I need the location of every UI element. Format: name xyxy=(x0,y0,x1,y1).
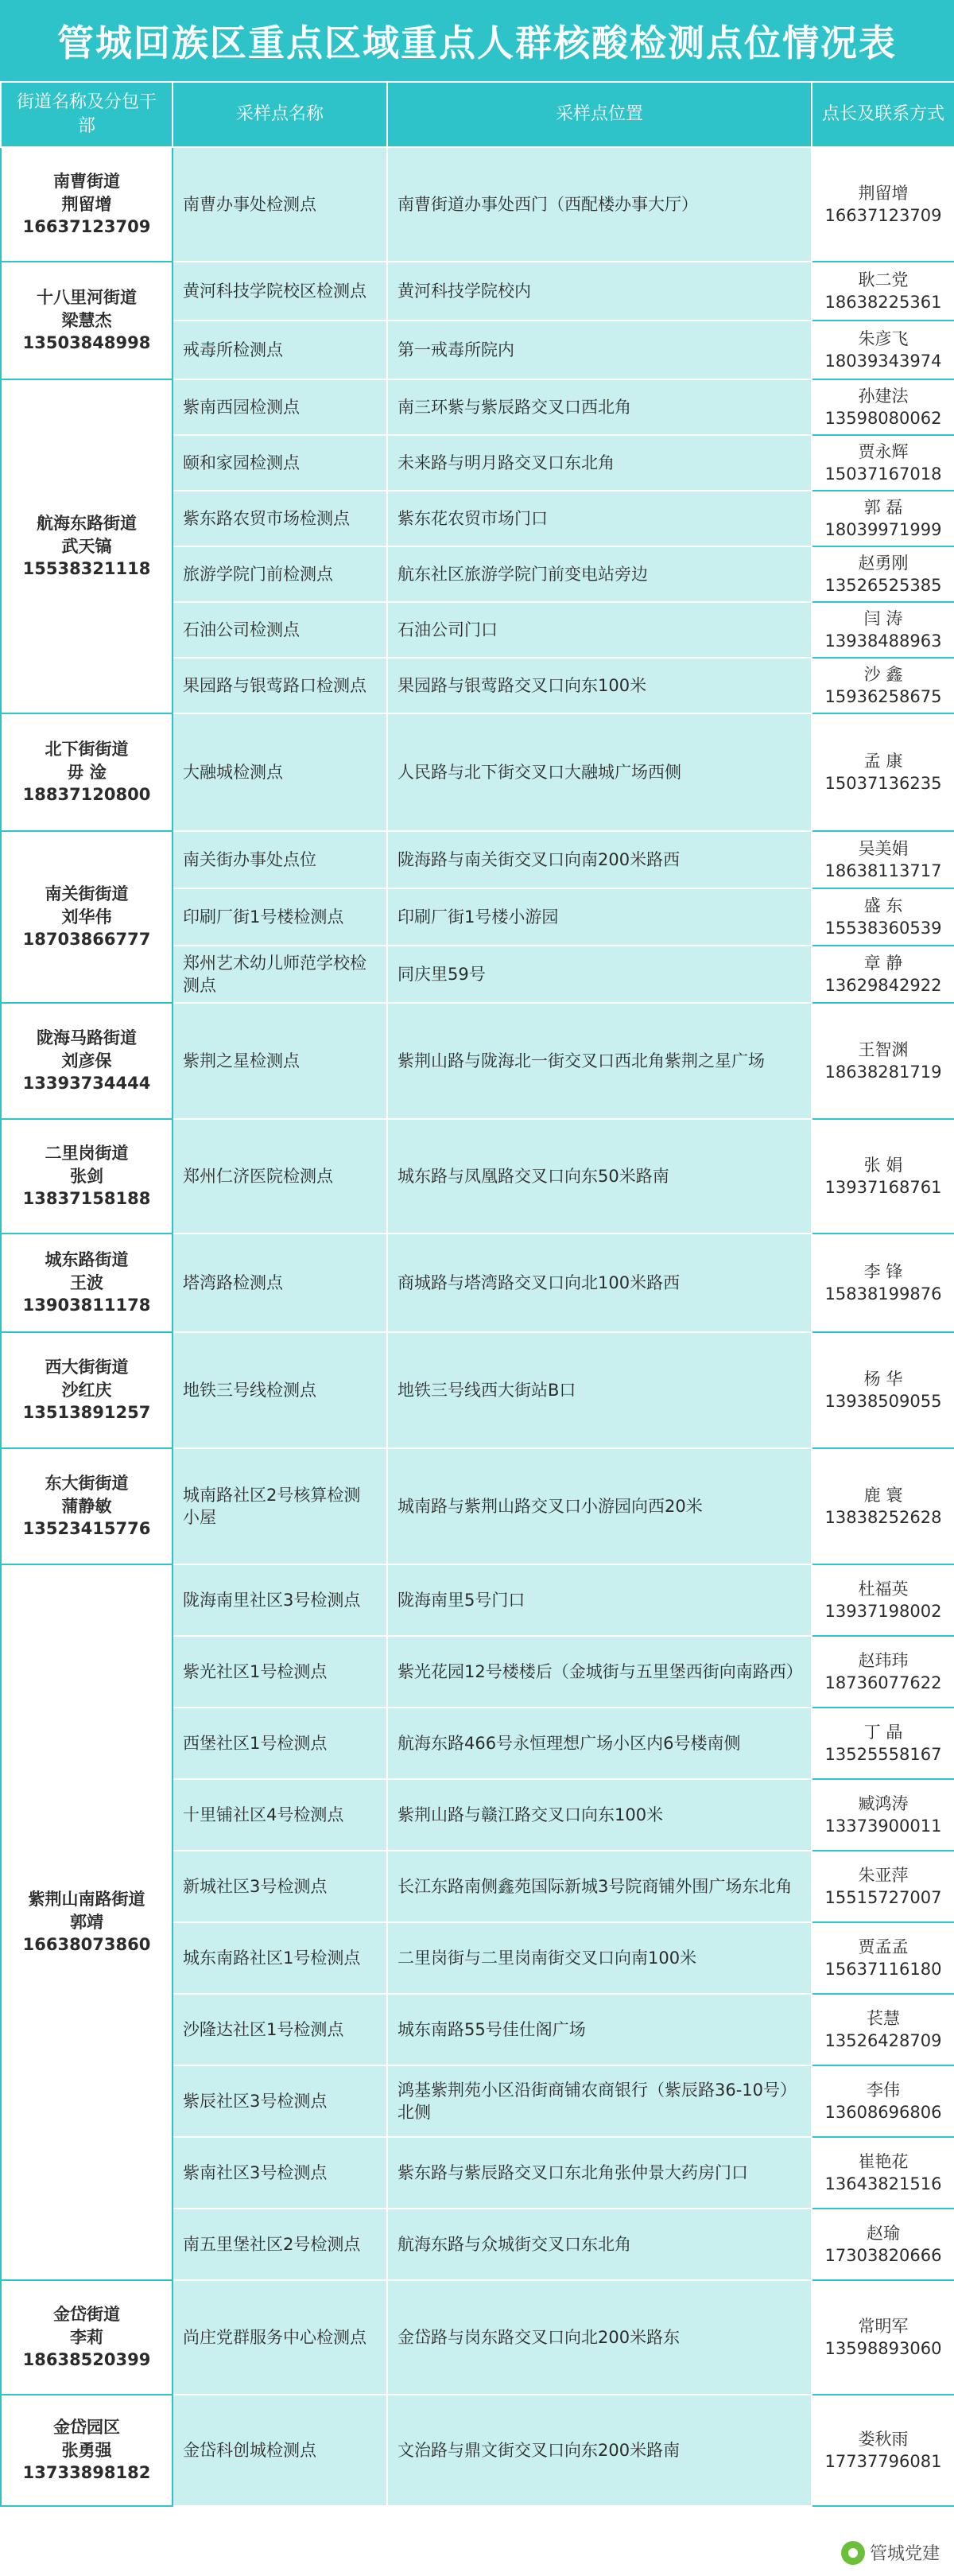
header-site-name: 采样点名称 xyxy=(173,82,387,147)
street-cadre: 刘彦保 xyxy=(61,1051,112,1070)
leader-name: 孙建法 xyxy=(858,386,909,406)
site-name: 紫南社区3号检测点 xyxy=(173,2137,387,2209)
site-location: 航海东路466号永恒理想广场小区内6号楼南侧 xyxy=(387,1708,812,1779)
leader-phone: 13938488963 xyxy=(824,631,942,651)
street-phone: 13733898182 xyxy=(22,2463,151,2483)
site-name: 郑州艺术幼儿师范学校检测点 xyxy=(173,946,387,1003)
street-phone: 15538321118 xyxy=(22,559,151,579)
leader-phone: 17303820666 xyxy=(824,2246,942,2265)
table-row xyxy=(1,2280,954,2395)
street-street: 陇海马路街道 xyxy=(37,1028,137,1048)
site-location: 第一戒毒所院内 xyxy=(387,321,812,379)
site-name: 塔湾路检测点 xyxy=(173,1234,387,1332)
street-cell xyxy=(1,1564,173,2280)
street-cadre: 郭靖 xyxy=(70,1912,103,1932)
site-location: 南曹街道办事处西门（西配楼办事大厅） xyxy=(387,147,812,262)
contact-cell xyxy=(812,1234,954,1332)
leader-phone: 18039343974 xyxy=(824,352,942,371)
leader-phone: 15538360539 xyxy=(824,919,942,938)
site-location: 商城路与塔湾路交叉口向北100米路西 xyxy=(387,1234,812,1332)
leader-name: 崔艳花 xyxy=(858,2151,909,2171)
site-name: 城南路社区2号核算检测小屋 xyxy=(173,1448,387,1564)
leader-phone: 13643821516 xyxy=(824,2174,942,2193)
site-location: 紫东花农贸市场门口 xyxy=(387,491,812,546)
wechat-icon xyxy=(841,2541,865,2565)
street-street: 金岱街道 xyxy=(53,2305,120,2325)
table-row xyxy=(1,379,954,435)
leader-phone: 13598893060 xyxy=(824,2339,942,2358)
table-row xyxy=(1,262,954,321)
street-cell xyxy=(1,1234,173,1332)
table-row xyxy=(1,1119,954,1234)
leader-phone: 13938509055 xyxy=(824,1392,942,1411)
leader-name: 杨 华 xyxy=(863,1369,903,1389)
site-location: 未来路与明月路交叉口东北角 xyxy=(387,435,812,491)
contact-cell xyxy=(812,946,954,1003)
leader-phone: 13937168761 xyxy=(824,1178,942,1197)
leader-phone: 13608696806 xyxy=(824,2103,942,2122)
leader-name: 张 娟 xyxy=(863,1155,903,1175)
site-name: 郑州仁济医院检测点 xyxy=(173,1119,387,1234)
leader-name: 鹿 寰 xyxy=(863,1485,903,1505)
leader-phone: 15936258675 xyxy=(824,687,942,706)
contact-cell xyxy=(812,658,954,713)
site-location: 城东南路55号佳仕阁广场 xyxy=(387,1994,812,2065)
site-name: 石油公司检测点 xyxy=(173,602,387,658)
site-name: 紫辰社区3号检测点 xyxy=(173,2065,387,2137)
leader-phone: 18638281719 xyxy=(824,1063,942,1082)
leader-phone: 13373900011 xyxy=(824,1816,942,1836)
street-cell xyxy=(1,831,173,1003)
site-name: 新城社区3号检测点 xyxy=(173,1851,387,1922)
street-phone: 13503848998 xyxy=(22,333,151,353)
contact-cell xyxy=(812,888,954,946)
table-header xyxy=(1,82,954,147)
site-location: 金岱路与岗东路交叉口向北200米路东 xyxy=(387,2280,812,2395)
street-cadre: 沙红庆 xyxy=(61,1380,112,1400)
street-cell xyxy=(1,2280,173,2395)
street-cadre: 李莉 xyxy=(70,2327,103,2347)
site-name: 紫荆之星检测点 xyxy=(173,1003,387,1119)
contact-cell xyxy=(812,491,954,546)
contact-cell xyxy=(812,831,954,888)
contact-cell xyxy=(812,1851,954,1922)
site-location: 航海东路与众城街交叉口东北角 xyxy=(387,2209,812,2280)
site-name: 戒毒所检测点 xyxy=(173,321,387,379)
site-location: 城东路与凤凰路交叉口向东50米路南 xyxy=(387,1119,812,1234)
street-street: 北下街街道 xyxy=(45,740,129,760)
table-row xyxy=(1,1332,954,1448)
leader-phone: 13526525385 xyxy=(824,576,942,595)
street-street: 东大街街道 xyxy=(45,1474,129,1494)
site-location: 城南路与紫荆山路交叉口小游园向西20米 xyxy=(387,1448,812,1564)
site-name: 南关街办事处点位 xyxy=(173,831,387,888)
street-phone: 18703866777 xyxy=(22,930,151,950)
site-location: 印刷厂街1号楼小游园 xyxy=(387,888,812,946)
checkpoint-table xyxy=(0,81,954,2507)
street-phone: 16637123709 xyxy=(22,217,151,237)
leader-name: 常明军 xyxy=(858,2316,909,2336)
street-street: 金岱园区 xyxy=(53,2418,120,2438)
leader-name: 闫 涛 xyxy=(863,608,903,628)
leader-name: 郭 磊 xyxy=(863,497,903,517)
street-cell xyxy=(1,1119,173,1234)
site-name: 沙隆达社区1号检测点 xyxy=(173,1994,387,2065)
site-location: 二里岗街与二里岗南街交叉口向南100米 xyxy=(387,1922,812,1994)
site-location: 航东社区旅游学院门前变电站旁边 xyxy=(387,546,812,602)
contact-cell xyxy=(812,2395,954,2506)
leader-phone: 18638225361 xyxy=(824,293,942,312)
contact-cell xyxy=(812,2065,954,2137)
street-cell xyxy=(1,262,173,379)
contact-cell xyxy=(812,2209,954,2280)
leader-phone: 15037136235 xyxy=(824,774,942,793)
page-title: 管城回族区重点区域重点人群核酸检测点位情况表 xyxy=(0,0,954,81)
contact-cell xyxy=(812,602,954,658)
contact-cell xyxy=(812,713,954,831)
street-cadre: 刘华伟 xyxy=(61,907,112,927)
site-name: 果园路与银莺路口检测点 xyxy=(173,658,387,713)
street-cell xyxy=(1,2395,173,2506)
leader-name: 贾永辉 xyxy=(858,441,909,461)
street-cadre: 王波 xyxy=(70,1272,103,1292)
leader-name: 孟 康 xyxy=(863,751,903,771)
table-row xyxy=(1,831,954,888)
site-location: 地铁三号线西大街站B口 xyxy=(387,1332,812,1448)
site-name: 陇海南里社区3号检测点 xyxy=(173,1564,387,1636)
street-street: 城东路街道 xyxy=(45,1250,129,1270)
contact-cell xyxy=(812,1922,954,1994)
contact-cell xyxy=(812,147,954,262)
leader-phone: 18638113717 xyxy=(824,861,942,880)
street-cell xyxy=(1,1003,173,1119)
header-contact: 点长及联系方式 xyxy=(812,82,954,147)
site-name: 旅游学院门前检测点 xyxy=(173,546,387,602)
table-row xyxy=(1,1003,954,1119)
leader-phone: 17737796081 xyxy=(824,2452,942,2471)
street-cadre: 梁慧杰 xyxy=(61,310,112,330)
street-cell xyxy=(1,1448,173,1564)
contact-cell xyxy=(812,321,954,379)
site-location: 鸿基紫荆苑小区沿街商铺农商银行（紫辰路36-10号）北侧 xyxy=(387,2065,812,2137)
site-location: 南三环紫与紫辰路交叉口西北角 xyxy=(387,379,812,435)
leader-name: 沙 鑫 xyxy=(863,664,903,684)
site-location: 紫荆山路与赣江路交叉口向东100米 xyxy=(387,1779,812,1851)
leader-name: 耿二党 xyxy=(858,270,909,289)
site-name: 印刷厂街1号楼检测点 xyxy=(173,888,387,946)
watermark-text: 管城党建 xyxy=(869,2544,940,2564)
leader-phone: 13598080062 xyxy=(824,409,942,428)
street-cadre: 张剑 xyxy=(70,1166,103,1186)
leader-name: 章 静 xyxy=(863,953,903,973)
street-street: 紫荆山南路街道 xyxy=(28,1890,145,1910)
site-name: 西堡社区1号检测点 xyxy=(173,1708,387,1779)
leader-name: 朱彦飞 xyxy=(858,328,909,348)
site-location: 陇海南里5号门口 xyxy=(387,1564,812,1636)
contact-cell xyxy=(812,1779,954,1851)
contact-cell xyxy=(812,1119,954,1234)
street-cadre: 张勇强 xyxy=(61,2440,112,2460)
contact-cell xyxy=(812,1332,954,1448)
leader-phone: 13629842922 xyxy=(824,976,942,995)
site-name: 地铁三号线检测点 xyxy=(173,1332,387,1448)
street-street: 二里岗街道 xyxy=(45,1144,129,1164)
street-street: 航海东路街道 xyxy=(37,514,137,534)
leader-name: 赵瑜 xyxy=(867,2223,900,2243)
site-name: 十里铺社区4号检测点 xyxy=(173,1779,387,1851)
street-street: 十八里河街道 xyxy=(37,288,137,308)
street-street: 南曹街道 xyxy=(53,172,120,192)
contact-cell xyxy=(812,1564,954,1636)
leader-name: 赵玮玮 xyxy=(858,1650,909,1670)
site-name: 城东南路社区1号检测点 xyxy=(173,1922,387,1994)
table-row xyxy=(1,1234,954,1332)
leader-name: 朱亚萍 xyxy=(858,1865,909,1885)
leader-phone: 13937198002 xyxy=(824,1602,942,1621)
leader-phone: 18736077622 xyxy=(824,1673,942,1692)
site-location: 同庆里59号 xyxy=(387,946,812,1003)
contact-cell xyxy=(812,435,954,491)
street-cell xyxy=(1,147,173,262)
contact-cell xyxy=(812,1994,954,2065)
site-name: 颐和家园检测点 xyxy=(173,435,387,491)
leader-name: 李伟 xyxy=(867,2080,900,2100)
leader-phone: 13838252628 xyxy=(824,1508,942,1527)
street-cell xyxy=(1,379,173,713)
site-location: 黄河科技学院校内 xyxy=(387,262,812,321)
site-name: 紫光社区1号检测点 xyxy=(173,1636,387,1708)
leader-phone: 15838199876 xyxy=(824,1284,942,1304)
leader-phone: 13525558167 xyxy=(824,1745,942,1764)
leader-name: 荆留增 xyxy=(858,183,909,203)
street-cadre: 武天镐 xyxy=(61,536,112,556)
street-phone: 16638073860 xyxy=(22,1935,151,1955)
site-location: 紫光花园12号楼楼后（金城街与五里堡西街向南路西） xyxy=(387,1636,812,1708)
leader-name: 赵勇刚 xyxy=(858,553,909,573)
street-phone: 13393734444 xyxy=(22,1074,151,1094)
street-cadre: 荆留增 xyxy=(61,194,112,214)
site-location: 长江东路南侧鑫苑国际新城3号院商铺外围广场东北角 xyxy=(387,1851,812,1922)
leader-name: 王智渊 xyxy=(858,1039,909,1059)
street-phone: 13523415776 xyxy=(22,1519,151,1539)
leader-name: 丁 晶 xyxy=(863,1722,903,1742)
leader-name: 臧鸿涛 xyxy=(858,1793,909,1813)
contact-cell xyxy=(812,1636,954,1708)
site-name: 紫东路农贸市场检测点 xyxy=(173,491,387,546)
leader-name: 贾孟孟 xyxy=(858,1937,909,1956)
site-location: 石油公司门口 xyxy=(387,602,812,658)
site-location: 果园路与银莺路交叉口向东100米 xyxy=(387,658,812,713)
contact-cell xyxy=(812,262,954,321)
contact-cell xyxy=(812,1448,954,1564)
leader-name: 盛 东 xyxy=(863,896,903,915)
leader-name: 苌慧 xyxy=(867,2008,900,2028)
table-row xyxy=(1,713,954,831)
street-street: 西大街街道 xyxy=(45,1358,129,1377)
street-cell xyxy=(1,713,173,831)
site-location: 人民路与北下街交叉口大融城广场西侧 xyxy=(387,713,812,831)
contact-cell xyxy=(812,2280,954,2395)
header-site-location: 采样点位置 xyxy=(387,82,812,147)
site-name: 金岱科创城检测点 xyxy=(173,2395,387,2506)
leader-phone: 15515727007 xyxy=(824,1888,942,1907)
street-cadre: 毋 淦 xyxy=(67,762,107,782)
table-row xyxy=(1,2395,954,2506)
street-phone: 13903811178 xyxy=(22,1296,151,1315)
table-body xyxy=(1,147,954,2506)
leader-name: 吴美娟 xyxy=(858,838,909,858)
leader-name: 娄秋雨 xyxy=(858,2429,909,2449)
site-location: 紫荆山路与陇海北一街交叉口西北角紫荆之星广场 xyxy=(387,1003,812,1119)
leader-phone: 15637116180 xyxy=(824,1960,942,1979)
contact-cell xyxy=(812,379,954,435)
street-phone: 13513891257 xyxy=(22,1403,151,1423)
street-cadre: 蒲静敏 xyxy=(61,1496,112,1516)
site-name: 南曹办事处检测点 xyxy=(173,147,387,262)
site-location: 紫东路与紫辰路交叉口东北角张仲景大药房门口 xyxy=(387,2137,812,2209)
leader-phone: 18039971999 xyxy=(824,520,942,539)
leader-phone: 13526428709 xyxy=(824,2031,942,2050)
street-cell xyxy=(1,1332,173,1448)
site-name: 紫南西园检测点 xyxy=(173,379,387,435)
contact-cell xyxy=(812,1003,954,1119)
table-row xyxy=(1,1448,954,1564)
site-location: 文治路与鼎文街交叉口向东200米路南 xyxy=(387,2395,812,2506)
contact-cell xyxy=(812,1708,954,1779)
leader-phone: 16637123709 xyxy=(824,206,942,225)
contact-cell xyxy=(812,2137,954,2209)
table-row xyxy=(1,1564,954,1636)
site-name: 大融城检测点 xyxy=(173,713,387,831)
street-street: 南关街街道 xyxy=(45,884,129,904)
leader-name: 李 锋 xyxy=(863,1261,903,1281)
leader-name: 杜福英 xyxy=(858,1579,909,1599)
contact-cell xyxy=(812,546,954,602)
site-name: 尚庄党群服务中心检测点 xyxy=(173,2280,387,2395)
header-street: 街道名称及分包干部 xyxy=(1,82,173,147)
leader-phone: 15037167018 xyxy=(824,464,942,484)
site-name: 南五里堡社区2号检测点 xyxy=(173,2209,387,2280)
street-phone: 18837120800 xyxy=(22,785,151,805)
street-phone: 18638520399 xyxy=(22,2350,151,2370)
site-location: 陇海路与南关街交叉口向南200米路西 xyxy=(387,831,812,888)
table-row xyxy=(1,147,954,262)
street-phone: 13837158188 xyxy=(22,1189,151,1209)
watermark xyxy=(841,2540,940,2565)
site-name: 黄河科技学院校区检测点 xyxy=(173,262,387,321)
